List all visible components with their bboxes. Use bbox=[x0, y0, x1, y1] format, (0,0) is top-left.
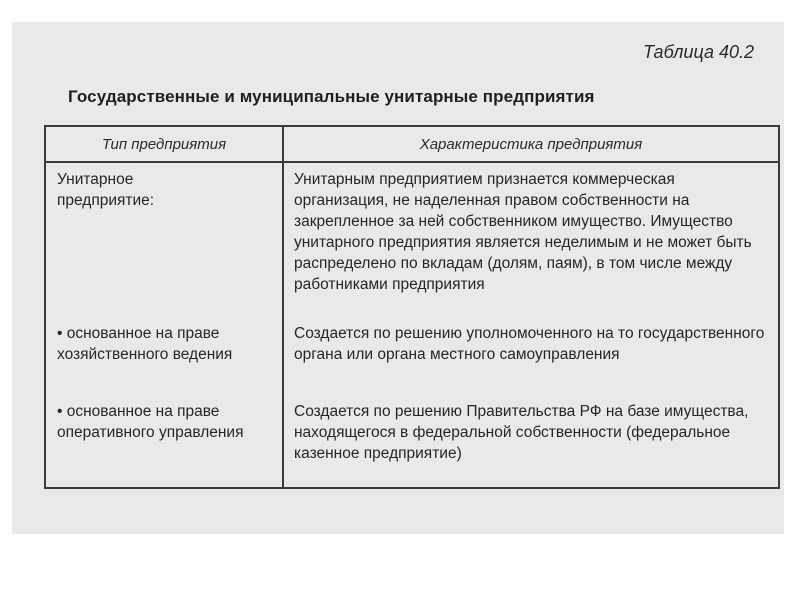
scanned-page bbox=[12, 22, 784, 534]
table-row bbox=[45, 162, 779, 323]
enterprise-description-cell: Создается по решению уполномоченного на то государственного органа или органа местного самоуправления bbox=[294, 325, 765, 363]
table-heading: Государственные и муниципальные унитарные предприятия bbox=[68, 87, 595, 106]
column-header-description: Характеристика предприятия bbox=[283, 126, 779, 162]
enterprise-type-cell: • основанное на праве оперативного управления bbox=[45, 401, 283, 488]
table-header-row bbox=[45, 126, 779, 162]
table-row bbox=[45, 401, 779, 488]
enterprise-table bbox=[44, 125, 780, 489]
table-caption: Таблица 40.2 bbox=[642, 42, 754, 62]
column-header-type: Тип предприятия bbox=[45, 126, 283, 162]
enterprise-description-cell: Унитарным предприятием признается коммерческая организация, не наделенная правом собственности на закрепленное за ней собственником имущество. Имущество унитарного предприятия является неделимым и не может быть распределено по вкладам (долям, паям), в том числе между работниками предприятия bbox=[294, 171, 752, 293]
enterprise-description-cell: Создается по решению Правительства РФ на базе имущества, находящегося в федеральной собственности (федеральное казенное предприятие) bbox=[294, 403, 749, 462]
enterprise-type-cell: Унитарное предприятие: bbox=[45, 162, 283, 323]
enterprise-type-cell: • основанное на праве хозяйственного ведения bbox=[45, 323, 283, 401]
table-row bbox=[45, 323, 779, 401]
